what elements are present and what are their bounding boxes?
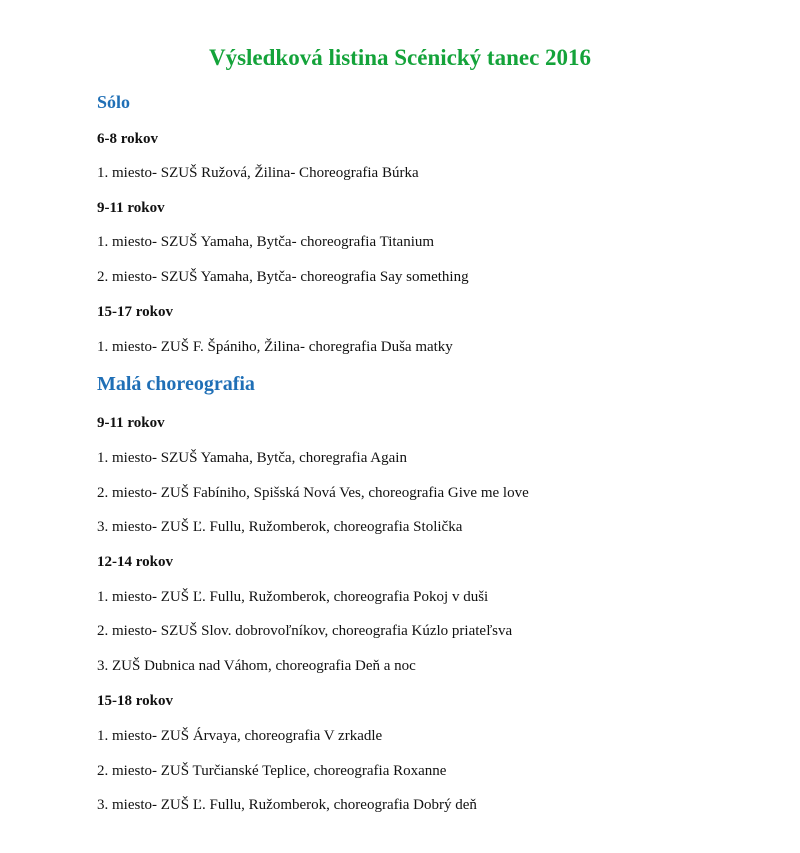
- result-line: 3. ZUŠ Dubnica nad Váhom, choreografia Deň a noc: [97, 658, 416, 674]
- section-heading-mala-choreografia: Malá choreografia: [97, 373, 255, 395]
- result-line: 1. miesto- ZUŠ Ľ. Fullu, Ružomberok, choreografia Pokoj v duši: [97, 589, 489, 605]
- result-line: 2. miesto- SZUŠ Yamaha, Bytča- choreografia Say something: [97, 269, 469, 285]
- result-line: 2. miesto- SZUŠ Slov. dobrovoľníkov, choreografia Kúzlo priateľsva: [97, 623, 513, 639]
- age-group-heading: 15-17 rokov: [97, 304, 173, 320]
- result-line: 2. miesto- ZUŠ Fabíniho, Spišská Nová Ves, choreografia Give me love: [97, 485, 529, 501]
- age-group-heading: 15-18 rokov: [97, 693, 173, 709]
- result-line: 3. miesto- ZUŠ Ľ. Fullu, Ružomberok, choreografia Stolička: [97, 519, 463, 535]
- result-line: 1. miesto- SZUŠ Yamaha, Bytča, choregrafia Again: [97, 450, 407, 466]
- result-line: 1. miesto- ZUŠ Árvaya, choreografia V zrkadle: [97, 728, 383, 744]
- age-group-heading: 9-11 rokov: [97, 200, 165, 216]
- result-line: 3. miesto- ZUŠ Ľ. Fullu, Ružomberok, choreografia Dobrý deň: [97, 797, 477, 813]
- age-group-heading: 12-14 rokov: [97, 554, 173, 570]
- page-title: Výsledková listina Scénický tanec 2016: [208, 45, 592, 70]
- result-line: 1. miesto- ZUŠ F. Špániho, Žilina- choregrafia Duša matky: [97, 339, 453, 355]
- age-group-heading: 6-8 rokov: [97, 131, 158, 147]
- age-group-heading: 9-11 rokov: [97, 415, 165, 431]
- result-line: 1. miesto- SZUŠ Yamaha, Bytča- choreografia Titanium: [97, 234, 435, 250]
- section-heading-solo: Sólo: [97, 92, 131, 112]
- result-line: 1. miesto- SZUŠ Ružová, Žilina- Choreografia Búrka: [97, 165, 419, 181]
- result-line: 2. miesto- ZUŠ Turčianské Teplice, choreografia Roxanne: [97, 763, 447, 779]
